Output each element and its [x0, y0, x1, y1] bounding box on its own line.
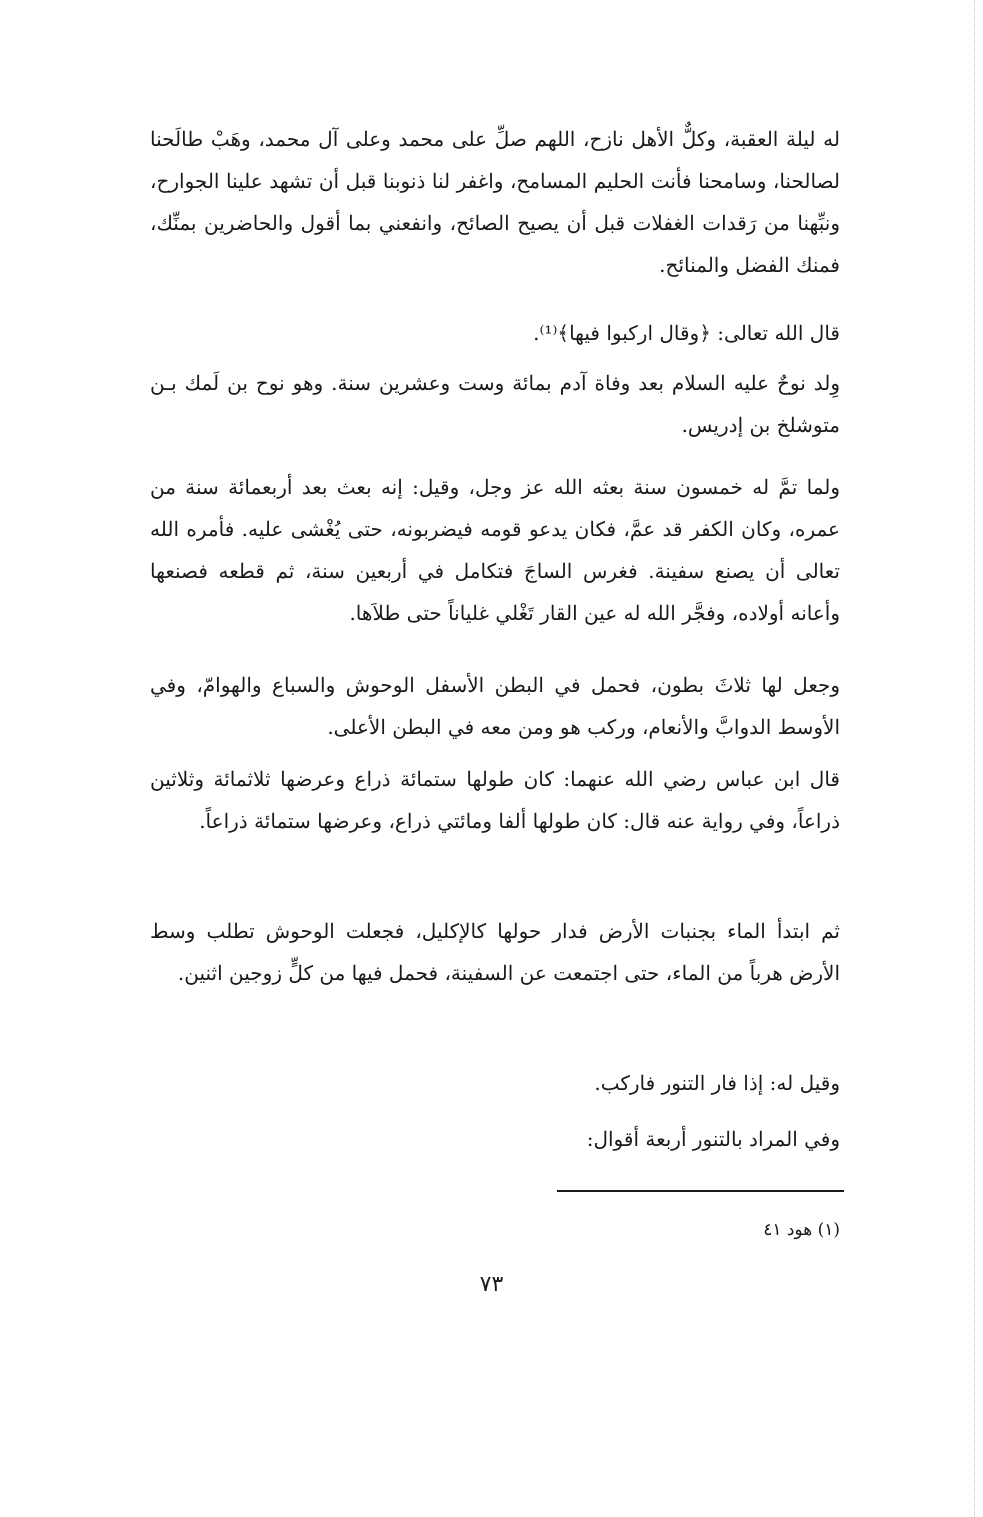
- paragraph-7: [150, 910, 840, 994]
- paragraph-9: [150, 1118, 840, 1160]
- paragraph-6: [150, 758, 840, 842]
- paragraph-4: [150, 466, 840, 634]
- paragraph-text: وفي المراد بالتنور أربعة أقوال:: [586, 1127, 840, 1151]
- paragraph-2: [150, 312, 840, 354]
- paragraph-text: له ليلة العقبة، وكلٌّ الأهل نازح، اللهم صلِّ على محمد وعلى آل محمد، وهَبْ طالَحنا لصالحنا، وسامحنا فأنت الحليم المسامح، واغفر لنا ذنوبنا قبل أن تشهد علينا الجوارح، ونبِّهنا من رَقدات الغفلات قبل أن يصيح الصائح، وانفعني بما أقول والحاضرين بمنِّك، فمنك الفضل والمنائح.: [150, 127, 840, 277]
- footnote-separator: [557, 1190, 844, 1192]
- page-number: ٧٣: [479, 1272, 504, 1297]
- paragraph-text: وِلد نوحٌ عليه السلام بعد وفاة آدم بمائة وست وعشرين سنة. وهو نوح بن لَمك بـن متوشلخ بن إدريس.: [150, 371, 840, 437]
- paragraph-text: ولما تمَّ له خمسون سنة بعثه الله عز وجل، وقيل: إنه بعث بعد أربعمائة سنة من عمره، وكان الكفر قد عمَّ، فكان يدعو قومه فيضربونه، حتى يُغْشى عليه. فأمره الله تعالى أن يصنع سفينة. فغرس الساجَ فتكامل في أربعين سنة، ثم قطعه فصنعها وأعانه أولاده، وفجَّر الله له عين القار تَغْلي غلياناً حتى طلاَها.: [150, 475, 840, 625]
- paragraph-1: [150, 118, 840, 286]
- paragraph-text: ثم ابتدأ الماء بجنبات الأرض فدار حولها كالإكليل، فجعلت الوحوش تطلب وسط الأرض هرباً من الماء، حتى اجتمعت عن السفينة، فحمل فيها من كلٍّ زوجين اثنين.: [150, 919, 840, 985]
- paragraph-5: [150, 664, 840, 748]
- paragraph-text: قال الله تعالى: ﴿وقال اركبوا فيها﴾⁽¹⁾.: [533, 321, 840, 345]
- paragraph-text: وجعل لها ثلاثَ بطون، فحمل في البطن الأسفل الوحوش والسباع والهوامّ، وفي الأوسط الدوابَّ والأنعام، وركب هو ومن معه في البطن الأعلى.: [150, 673, 840, 739]
- paragraph-3: [150, 362, 840, 446]
- paragraph-text: وقيل له: إذا فار التنور فاركب.: [594, 1071, 840, 1095]
- paragraph-text: قال ابن عباس رضي الله عنهما: كان طولها ستمائة ذراع وعرضها ثلاثمائة وثلاثين ذراعاً، وفي رواية عنه قال: كان طولها ألفا ومائتي ذراع، وعرضها ستمائة ذراعاً.: [150, 767, 840, 833]
- paragraph-8: [150, 1062, 840, 1104]
- footnote: (١) هود ٤١: [763, 1220, 840, 1240]
